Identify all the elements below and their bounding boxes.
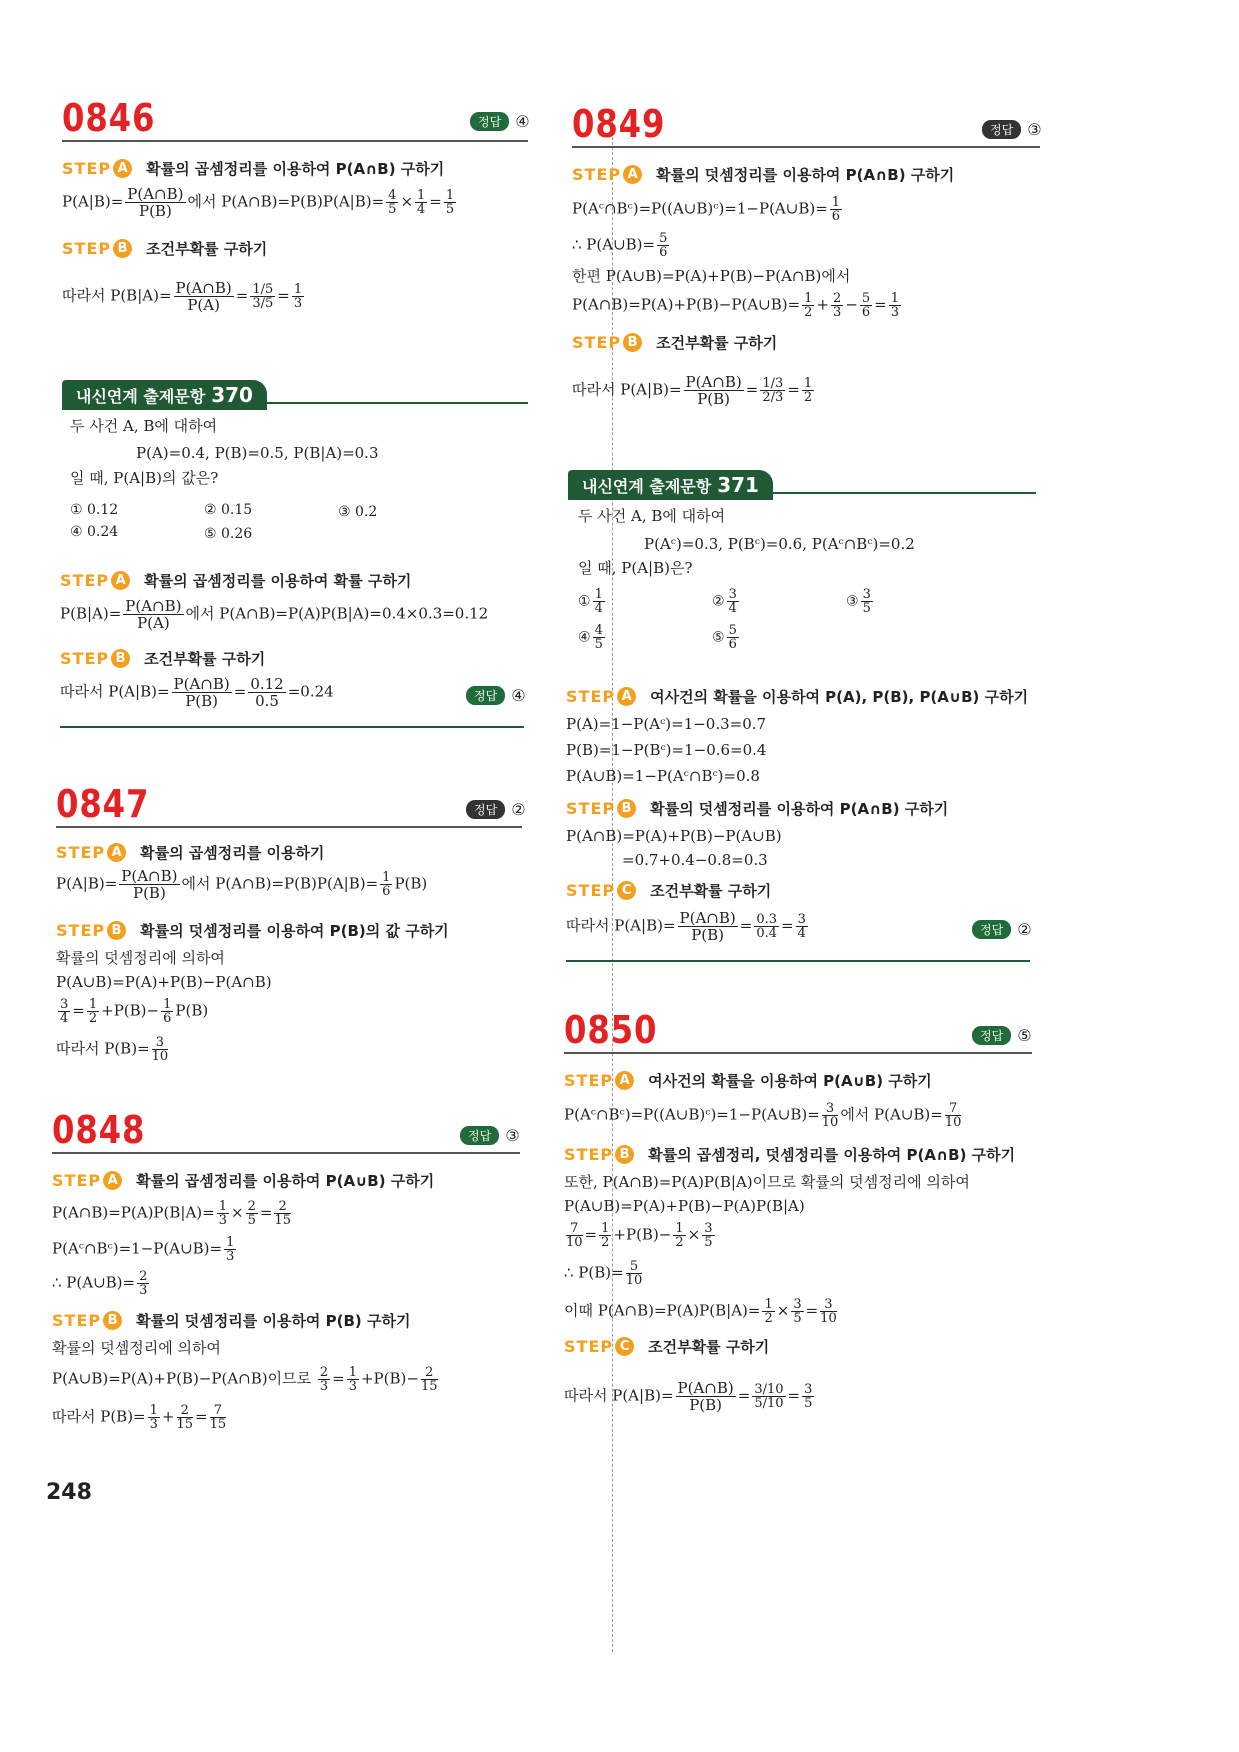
fraction: $\frac{1}{3}$: [293, 282, 303, 311]
equation-line: 따라서 P(A|B)= $\frac{P(A\cap B)}{P(B)}$ = $\frac{3/10}{5/10}$ = $\frac{3}{5}$: [564, 1379, 813, 1414]
fraction: $\frac{2}{5}$: [247, 1199, 256, 1228]
answer-pill: 정답: [470, 112, 509, 131]
text: 에서 P(A∩B)=P(B)P(A|B)=: [187, 192, 385, 211]
fraction: $\frac{1}{3}$: [218, 1199, 227, 1228]
answer-value: ③: [1027, 120, 1042, 139]
step-letter: A: [623, 165, 642, 184]
step-b: [60, 648, 265, 669]
fraction: $\frac{1}{2}$: [803, 376, 813, 405]
text: 에서 P(A∪B)=: [840, 1105, 943, 1124]
step-title: 조건부확률 구하기: [648, 1338, 770, 1356]
step-letter: A: [107, 843, 126, 862]
step-letter: A: [617, 687, 636, 706]
step-a: [56, 842, 324, 863]
step-a: [52, 1170, 434, 1191]
step-letter: C: [615, 1337, 634, 1356]
choice-3: ③ 0.2: [338, 504, 378, 520]
step-title: 확률의 덧셈정리를 이용하여 P(A∩B) 구하기: [656, 166, 955, 184]
text: ∴ P(A∪B)=: [52, 1273, 136, 1292]
step-title: 확률의 곱셈정리를 이용하여 확률 구하기: [144, 572, 412, 590]
question-line: 일 때, P(A|B)의 값은?: [70, 469, 219, 487]
step-a: [572, 164, 954, 185]
problem-rule: [52, 1152, 520, 1154]
step-label: STEP: [564, 1337, 614, 1356]
fraction: $\frac{4}{5}$: [388, 188, 397, 217]
question-line: P(A)=0.4, P(B)=0.5, P(B|A)=0.3: [136, 444, 379, 462]
fraction: $\frac{P(A\cap B)}{P(B)}$: [685, 373, 742, 408]
equation-line: [564, 1102, 963, 1129]
step-letter: B: [623, 333, 642, 352]
answer-value: ③: [505, 1126, 520, 1145]
text-line: 또한, P(A∩B)=P(A)P(B|A)이므로 확률의 덧셈정리에 의하여: [564, 1173, 970, 1191]
fraction: $\frac{1}{2}$: [88, 997, 98, 1026]
text: 이때 P(A∩B)=P(A)P(B|A)=: [564, 1301, 761, 1320]
fraction: $\frac{3}{10}$: [820, 1297, 837, 1326]
related-banner-371: [568, 470, 1036, 500]
step-title: 확률의 곱셈정리를 이용하기: [140, 844, 325, 862]
problem-number-0848: 0848: [52, 1108, 146, 1152]
fraction: $\frac{1}{6}$: [831, 195, 841, 224]
fraction: $\frac{P(A\cap B)}{P(B)}$: [121, 867, 178, 902]
choice-1: ① $\frac{1}{4}$: [578, 587, 603, 616]
step-title: 확률의 곱셈정리를 이용하여 P(A∩B) 구하기: [146, 160, 445, 178]
question-line: P(Aᶜ)=0.3, P(Bᶜ)=0.6, P(Aᶜ∩Bᶜ)=0.2: [644, 535, 915, 553]
step-letter: A: [103, 1171, 122, 1190]
step-letter: A: [111, 571, 130, 590]
fraction: $\frac{1/5}{3/5}$: [252, 282, 274, 311]
step-title: 확률의 덧셈정리를 이용하여 P(A∩B) 구하기: [650, 800, 949, 818]
fraction: $\frac{P(A\cap B)}{P(A)}$: [175, 279, 232, 314]
related-end-rule: [566, 960, 1030, 962]
equation-line: $\frac{7}{10}$ = $\frac{1}{2}$ +P(B)− $\frac{1}{2}$ × $\frac{3}{5}$: [566, 1221, 713, 1250]
step-title: 확률의 곱셈정리, 덧셈정리를 이용하여 P(A∩B) 구하기: [648, 1146, 1016, 1164]
fraction: $\frac{7}{15}$: [209, 1403, 227, 1432]
equation-line: [62, 186, 458, 219]
fraction: $\frac{P(A\cap B)}{P(B)}$: [173, 675, 230, 710]
text: 에서 P(A∩B)=P(A)P(B|A)=0.4×0.3=0.12: [185, 604, 489, 623]
fraction: $\frac{7}{10}$: [566, 1221, 583, 1250]
equation-line: P(A∩B)=P(A)P(B|A)= $\frac{1}{3}$ × $\frac{2}{5}$ = $\frac{2}{15}$: [52, 1199, 291, 1228]
step-b: [572, 332, 777, 353]
step-letter: C: [617, 881, 636, 900]
text: P(Aᶜ∩Bᶜ)=P((A∪B)ᶜ)=1−P(A∪B)=: [572, 199, 828, 218]
text: P(A∩B)=P(A)+P(B)−P(A∪B)=: [572, 295, 801, 314]
step-label: STEP: [62, 159, 112, 178]
fraction: $\frac{1}{2}$: [764, 1297, 773, 1326]
text: ×: [400, 192, 414, 211]
text-line: P(A∩B)=P(A)+P(B)−P(A∪B): [566, 827, 782, 845]
answer-0849: [982, 120, 1042, 139]
text-line: P(A∪B)=P(A)+P(B)−P(A∩B): [56, 973, 272, 991]
fraction: $\frac{5}{6}$: [861, 291, 871, 320]
answer-pill: 정답: [466, 686, 505, 705]
text: +P(B)−: [101, 1001, 160, 1020]
equation-line: 따라서 P(B)= $\frac{1}{3}$ + $\frac{2}{15}$ = $\frac{7}{15}$: [52, 1403, 227, 1432]
text: 따라서 P(A|B)=: [60, 682, 170, 701]
problem-rule: [572, 146, 1040, 148]
text: 따라서 P(A|B)=: [572, 380, 682, 399]
fraction: $\frac{3}{10}$: [151, 1035, 169, 1064]
fraction: $\frac{1}{3}$: [348, 1365, 357, 1394]
step-label: STEP: [60, 571, 110, 590]
choice-2: ② $\frac{3}{4}$: [712, 587, 737, 616]
fraction: $\frac{1}{2}$: [675, 1221, 684, 1250]
step-label: STEP: [566, 881, 616, 900]
step-label: STEP: [52, 1171, 102, 1190]
step-label: STEP: [566, 687, 616, 706]
equation-line: $\frac{3}{4}$ = $\frac{1}{2}$ +P(B)− $\frac{1}{6}$ P(B): [60, 997, 209, 1026]
problem-rule: [56, 826, 522, 828]
equation-line: [572, 232, 671, 259]
text: P(A∩B)=P(A)P(B|A)=: [52, 1203, 215, 1222]
fraction: $\frac{3}{10}$: [821, 1101, 839, 1130]
text: ∴ P(A∪B)=: [572, 235, 656, 254]
text: 에서 P(A∩B)=P(B)P(A|B)=: [181, 874, 379, 893]
fraction: $\frac{P(A\cap B)}{P(A)}$: [125, 597, 182, 632]
step-b: [564, 1144, 1015, 1165]
step-title: 여사건의 확률을 이용하여 P(A∪B) 구하기: [648, 1072, 932, 1090]
step-a: [564, 1070, 932, 1091]
fraction: $\frac{3}{5}$: [793, 1297, 802, 1326]
step-title: 조건부확률 구하기: [656, 334, 778, 352]
step-letter: B: [617, 799, 636, 818]
equation-line: [572, 196, 844, 223]
banner-line: [267, 402, 528, 404]
banner-text: 내신연계 출제문항: [582, 477, 712, 496]
text-line: P(A∪B)=P(A)+P(B)−P(A)P(B|A): [564, 1197, 805, 1215]
step-title: 조건부확률 구하기: [146, 240, 268, 258]
related-end-rule: [60, 726, 524, 728]
text: P(Aᶜ∩Bᶜ)=1−P(A∪B)=: [52, 1239, 223, 1258]
fraction: $\frac{3}{4}$: [797, 912, 806, 941]
fraction: $\frac{1}{3}$: [890, 291, 900, 320]
fraction: $\frac{1}{3}$: [226, 1235, 235, 1264]
choice-4: ④ $\frac{4}{5}$: [578, 623, 603, 652]
text: +P(B)−: [613, 1225, 672, 1244]
step-label: STEP: [62, 239, 112, 258]
text: P(A|B)=: [62, 192, 124, 211]
step-c: [564, 1336, 769, 1357]
text: 따라서 P(B|A)=: [62, 286, 172, 305]
problem-number-0849: 0849: [572, 102, 666, 146]
step-title: 조건부확률 구하기: [144, 650, 266, 668]
answer-0850: [972, 1026, 1032, 1045]
step-letter: B: [113, 239, 132, 258]
fraction: $\frac{2}{3}$: [319, 1365, 329, 1394]
related-banner-370: [62, 380, 528, 410]
fraction: $\frac{3/10}{5/10}$: [754, 1382, 784, 1411]
equation-line: [60, 598, 488, 631]
text: 따라서 P(A|B)=: [564, 1386, 674, 1405]
answer-value: ②: [511, 800, 526, 819]
problem-number-0846: 0846: [62, 96, 156, 140]
answer-value: ④: [515, 112, 530, 131]
step-label: STEP: [52, 1311, 102, 1330]
step-b: [52, 1310, 410, 1331]
equation-line: [564, 1260, 644, 1287]
fraction: $\frac{2}{15}$: [274, 1199, 291, 1228]
text: ∴ P(B)=: [564, 1263, 624, 1282]
text: 따라서 P(B)=: [56, 1039, 150, 1058]
page-number: 248: [46, 1480, 92, 1505]
banner-number: 370: [211, 383, 253, 407]
step-title: 조건부확률 구하기: [650, 882, 772, 900]
fraction: $\frac{7}{10}$: [944, 1101, 962, 1130]
answer-pill: 정답: [972, 920, 1011, 939]
equation-line: P(A∪B)=P(A)+P(B)−P(A∩B)이므로 $\frac{2}{3}$ = $\frac{1}{3}$ +P(B)− $\frac{2}{15}$: [52, 1365, 438, 1394]
fraction: $\frac{1}{6}$: [163, 997, 172, 1026]
fraction: $\frac{5}{6}$: [659, 231, 668, 260]
fraction: $\frac{1}{2}$: [601, 1221, 610, 1250]
banner-tab: [62, 380, 267, 410]
fraction: $\frac{3}{5}$: [704, 1221, 713, 1250]
question-line: 두 사건 A, B에 대하여: [578, 507, 726, 525]
step-letter: A: [615, 1071, 634, 1090]
step-b: [56, 920, 449, 941]
step-label: STEP: [56, 921, 106, 940]
step-title: 여사건의 확률을 이용하여 P(A), P(B), P(A∪B) 구하기: [650, 688, 1029, 706]
fraction: $\frac{3}{5}$: [804, 1382, 813, 1411]
fraction: $\frac{1}{4}$: [417, 188, 426, 217]
fraction: $\frac{P(A\cap B)}{P(B)}$: [679, 909, 736, 944]
fraction: $\frac{0.3}{0.4}$: [756, 912, 778, 941]
answer-pill: 정답: [460, 1126, 499, 1145]
answer-pill: 정답: [466, 800, 505, 819]
equation-line: [52, 1236, 238, 1263]
answer-pill: 정답: [982, 120, 1021, 139]
text-line: 확률의 덧셈정리에 의하여: [56, 949, 225, 967]
equation-line: 이때 P(A∩B)=P(A)P(B|A)= $\frac{1}{2}$ × $\frac{3}{5}$ = $\frac{3}{10}$: [564, 1297, 837, 1326]
problem-rule: [564, 1052, 1032, 1054]
problem-number-0847: 0847: [56, 782, 150, 826]
step-label: STEP: [60, 649, 110, 668]
choice-5: ⑤ 0.26: [204, 526, 253, 542]
answer-value: ②: [1017, 920, 1032, 939]
equation-line: 따라서 P(A|B)= $\frac{P(A\cap B)}{P(B)}$ = $\frac{0.3}{0.4}$ = $\frac{3}{4}$: [566, 909, 806, 944]
step-letter: B: [103, 1311, 122, 1330]
step-title: 확률의 덧셈정리를 이용하여 P(B) 구하기: [136, 1312, 411, 1330]
text: 따라서 P(B)=: [52, 1407, 146, 1426]
text: P(A|B)=: [56, 874, 118, 893]
step-a: [62, 158, 444, 179]
equation-line: P(A∩B)=P(A)+P(B)−P(A∪B)= $\frac{1}{2}$ + $\frac{2}{3}$ − $\frac{5}{6}$ = $\frac{1}{3}$: [572, 291, 900, 320]
text: P(B): [175, 1001, 209, 1020]
equation-line: [56, 1036, 170, 1063]
fraction: $\frac{1}{6}$: [382, 870, 391, 899]
fraction: $\frac{1}{2}$: [804, 291, 813, 320]
answer-value: ④: [511, 686, 526, 705]
text-line: P(A∪B)=1−P(Aᶜ∩Bᶜ)=0.8: [566, 767, 760, 785]
step-letter: B: [111, 649, 130, 668]
text-line: P(A)=1−P(Aᶜ)=1−0.3=0.7: [566, 715, 767, 733]
step-title: 확률의 덧셈정리를 이용하여 P(B)의 값 구하기: [140, 922, 449, 940]
answer-370: [466, 686, 526, 705]
text: P(A∪B)=P(A)+P(B)−P(A∩B)이므로: [52, 1369, 316, 1388]
step-label: STEP: [56, 843, 106, 862]
step-label: STEP: [566, 799, 616, 818]
choice-1: ① 0.12: [70, 502, 119, 518]
equation-line: [56, 868, 427, 901]
choice-3: ③ $\frac{3}{5}$: [846, 587, 871, 616]
answer-0848: [460, 1126, 520, 1145]
step-title: 확률의 곱셈정리를 이용하여 P(A∪B) 구하기: [136, 1172, 435, 1190]
fraction: $\frac{0.12}{0.5}$: [250, 675, 284, 710]
step-letter: B: [107, 921, 126, 940]
equation-line: [52, 1270, 151, 1297]
text-line: 확률의 덧셈정리에 의하여: [52, 1339, 221, 1357]
choice-4: ④ 0.24: [70, 524, 119, 540]
answer-371: [972, 920, 1032, 939]
fraction: $\frac{3}{4}$: [60, 997, 69, 1026]
answer-0847: [466, 800, 526, 819]
fraction: $\frac{P(A\cap B)}{P(B)}$: [677, 1379, 734, 1414]
fraction: $\frac{2}{15}$: [176, 1403, 194, 1432]
choice-5: ⑤ $\frac{5}{6}$: [712, 623, 737, 652]
step-label: STEP: [564, 1145, 614, 1164]
fraction: $\frac{2}{3}$: [833, 291, 842, 320]
text: =0.24: [287, 682, 334, 701]
fraction: $\frac{2}{15}$: [420, 1365, 438, 1394]
text: +P(B)−: [360, 1369, 419, 1388]
step-b: [62, 238, 267, 259]
step-letter: A: [113, 159, 132, 178]
step-label: STEP: [572, 333, 622, 352]
fraction: $\frac{1}{5}$: [445, 188, 455, 217]
text-line: =0.7+0.4−0.8=0.3: [622, 851, 768, 869]
banner-line: [773, 492, 1036, 494]
text: 따라서 P(A|B)=: [566, 916, 676, 935]
equation-line: 따라서 P(A|B)= $\frac{P(A\cap B)}{P(B)}$ = $\frac{0.12}{0.5}$ =0.24: [60, 675, 334, 710]
fraction: $\frac{2}{3}$: [139, 1269, 148, 1298]
text-line: 한편 P(A∪B)=P(A)+P(B)−P(A∩B)에서: [572, 267, 851, 285]
fraction: $\frac{1}{3}$: [149, 1403, 158, 1432]
equation-line: 따라서 P(B|A)= $\frac{P(A\cap B)}{P(A)}$ = $\frac{1/5}{3/5}$ = $\frac{1}{3}$: [62, 279, 303, 314]
fraction: $\frac{5}{10}$: [625, 1259, 643, 1288]
step-letter: B: [615, 1145, 634, 1164]
text-line: P(B)=1−P(Bᶜ)=1−0.6=0.4: [566, 741, 767, 759]
fraction: $\frac{P(A\cap B)}{P(B)}$: [127, 185, 184, 220]
problem-rule: [62, 140, 528, 142]
question-line: 일 때, P(A|B)은?: [578, 559, 693, 577]
text: P(Aᶜ∩Bᶜ)=P((A∪B)ᶜ)=1−P(A∪B)=: [564, 1105, 820, 1124]
banner-tab: [568, 470, 773, 500]
step-a: [60, 570, 411, 591]
step-label: STEP: [564, 1071, 614, 1090]
answer-value: ⑤: [1017, 1026, 1032, 1045]
text: P(B): [394, 874, 428, 893]
step-a: [566, 686, 1028, 707]
fraction: $\frac{1/3}{2/3}$: [762, 376, 784, 405]
answer-pill: 정답: [972, 1026, 1011, 1045]
answer-0846: [470, 112, 530, 131]
step-c: [566, 880, 771, 901]
equation-line: 따라서 P(A|B)= $\frac{P(A\cap B)}{P(B)}$ = $\frac{1/3}{2/3}$ = $\frac{1}{2}$: [572, 373, 813, 408]
text: P(B|A)=: [60, 604, 122, 623]
choice-2: ② 0.15: [204, 502, 253, 518]
banner-text: 내신연계 출제문항: [76, 387, 206, 406]
step-b: [566, 798, 948, 819]
text: =: [429, 192, 442, 211]
step-label: STEP: [572, 165, 622, 184]
problem-number-0850: 0850: [564, 1008, 658, 1052]
question-line: 두 사건 A, B에 대하여: [70, 417, 218, 435]
banner-number: 371: [717, 473, 759, 497]
